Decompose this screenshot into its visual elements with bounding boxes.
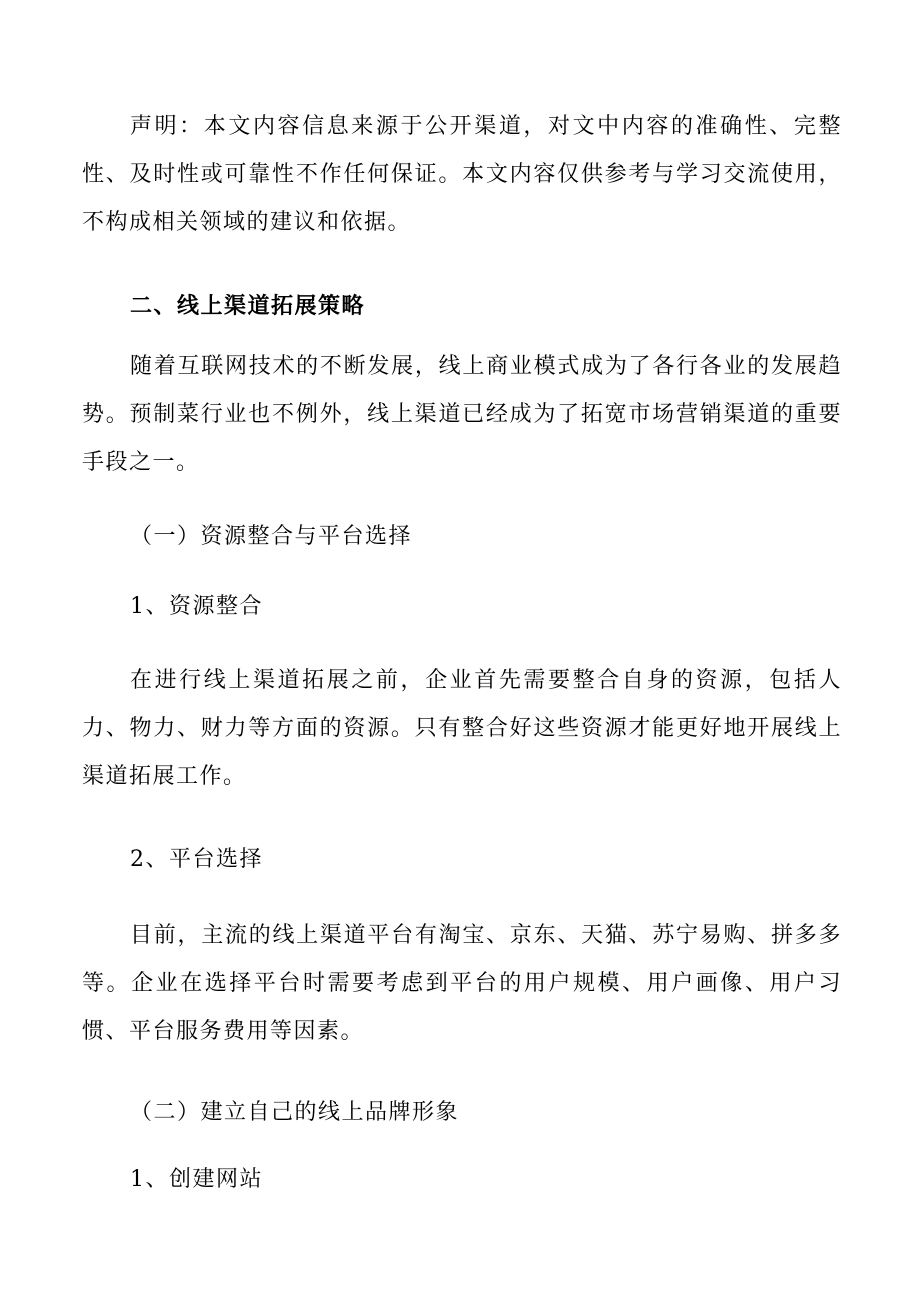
disclaimer-paragraph: 声明：本文内容信息来源于公开渠道，对文中内容的准确性、完整性、及时性或可靠性不作任何保证。本文内容仅供参考与学习交流使用，不构成相关领域的建议和依据。 — [82, 114, 842, 235]
item-2-heading: 2、平台选择 — [130, 847, 263, 872]
item-1-paragraph: 在进行线上渠道拓展之前，企业首先需要整合自身的资源，包括人力、物力、财力等方面的资源。只有整合好这些资源才能更好地开展线上渠道拓展工作。 — [82, 668, 842, 789]
section-two-heading: 二、线上渠道拓展策略 — [130, 293, 366, 319]
item-3-heading: 1、创建网站 — [130, 1167, 263, 1192]
subsection-two-heading: （二）建立自己的线上品牌形象 — [130, 1100, 460, 1125]
section-two-intro-paragraph: 随着互联网技术的不断发展，线上商业模式成为了各行各业的发展趋势。预制菜行业也不例外，线上渠道已经成为了拓宽市场营销渠道的重要手段之一。 — [82, 354, 842, 475]
item-2-paragraph: 目前，主流的线上渠道平台有淘宝、京东、天猫、苏宁易购、拼多多等。企业在选择平台时需要考虑到平台的用户规模、用户画像、用户习惯、平台服务费用等因素。 — [82, 923, 842, 1044]
subsection-one-heading: （一）资源整合与平台选择 — [130, 524, 413, 549]
item-1-heading: 1、资源整合 — [130, 594, 263, 619]
